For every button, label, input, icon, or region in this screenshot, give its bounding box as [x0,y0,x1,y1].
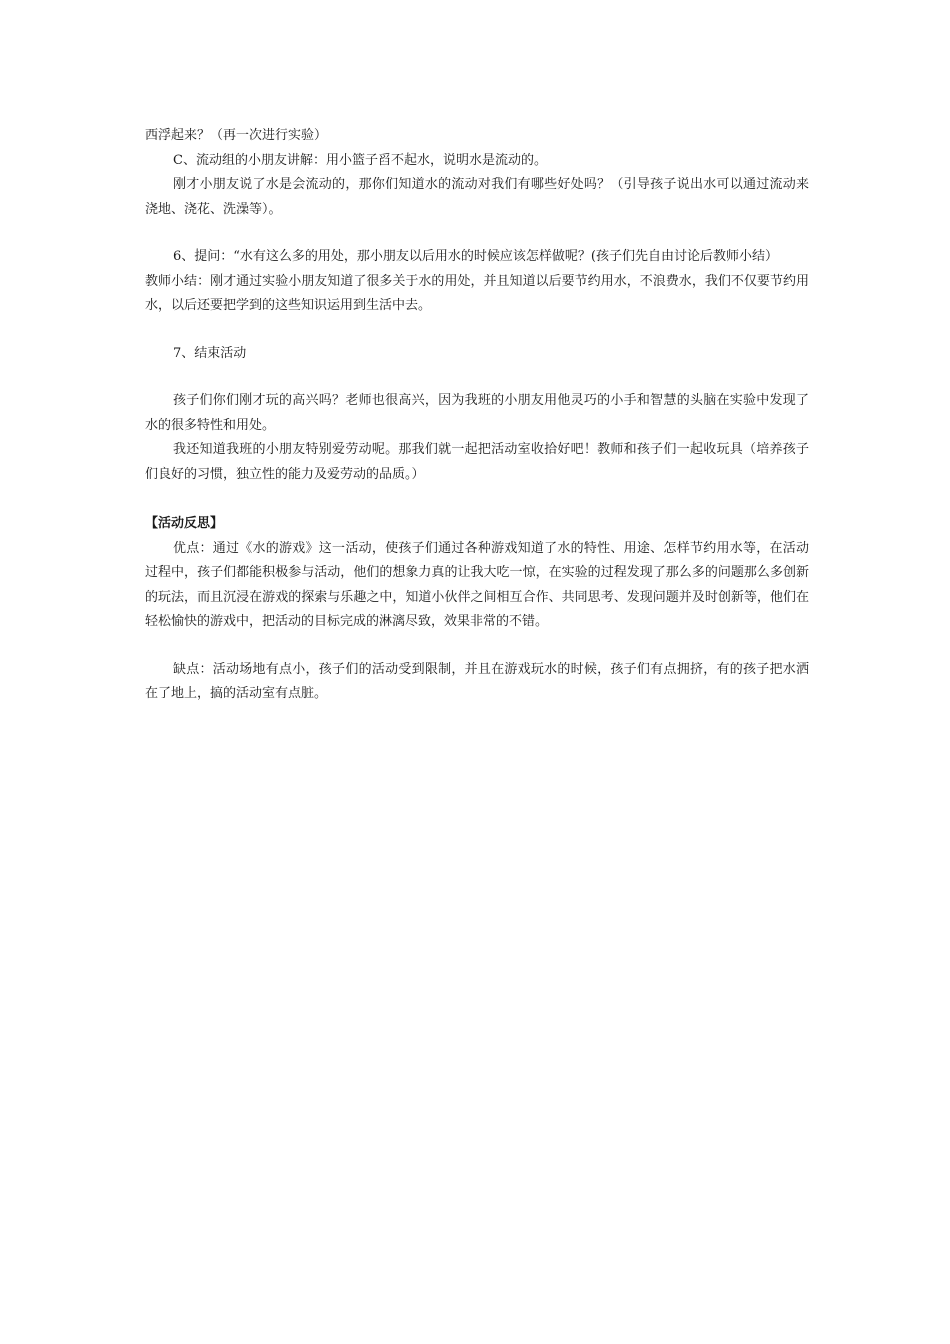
paragraph-flow-benefits: 刚才小朋友说了水是会流动的，那你们知道水的流动对我们有哪些好处吗？（引导孩子说出水可以通过流动来浇地、浇花、洗澡等）。 [145,177,809,217]
spacer [145,487,809,512]
paragraph-advantages: 优点：通过《水的游戏》这一活动，使孩子们通过各种游戏知道了水的特性、用途、怎样节约用水等，在活动过程中，孩子们都能积极参与活动，他们的想象力真的让我大吃一惊，在实验的过程发现了那么多的问题那么多创新的玩法，而且沉浸在游戏的探索与乐趣之中，知道小伙伴之间相互合作、共同思考、发现问题并及时创新等，他们在轻松愉快的游戏中，把活动的目标完成的淋漓尽致，效果非常的不错。 [145,540,809,629]
paragraph-tidy-up: 我还知道我班的小朋友特别爱劳动呢。那我们就一起把活动室收拾好吧！教师和孩子们一起收玩具（培养孩子们良好的习惯，独立性的能力及爱劳动的品质。） [145,442,809,482]
spacer [145,635,809,658]
document-body [145,124,809,707]
paragraph-teacher-summary: 教师小结：刚才通过实验小朋友知道了很多关于水的用处，并且知道以后要节约用水，不浪费水，我们不仅要节约用水，以后还要把学到的这些知识运用到生活中去。 [145,273,809,313]
spacer [145,222,809,245]
paragraph-children-happy: 孩子们你们刚才玩的高兴吗？老师也很高兴，因为我班的小朋友用他灵巧的小手和智慧的头脑在实验中发现了水的很多特性和用处。 [145,393,809,433]
paragraph-question-6: 6、提问：“水有这么多的用处，那小朋友以后用水的时候应该怎样做呢？(孩子们先自由讨论后教师小结） [173,249,778,264]
paragraph-flow-group: C、流动组的小朋友讲解：用小篮子舀不起水，说明水是流动的。 [173,152,547,168]
heading-reflection: 【活动反思】 [145,516,224,531]
paragraph-continuation: 西浮起来？（再一次进行实验） [145,128,328,143]
spacer [145,319,809,342]
paragraph-disadvantages: 缺点：活动场地有点小，孩子们的活动受到限制，并且在游戏玩水的时候，孩子们有点拥挤，有的孩子把水洒在了地上，搞的活动室有点脏。 [145,661,809,701]
spacer [145,366,809,389]
section-end-activity: 7、结束活动 [173,345,247,361]
